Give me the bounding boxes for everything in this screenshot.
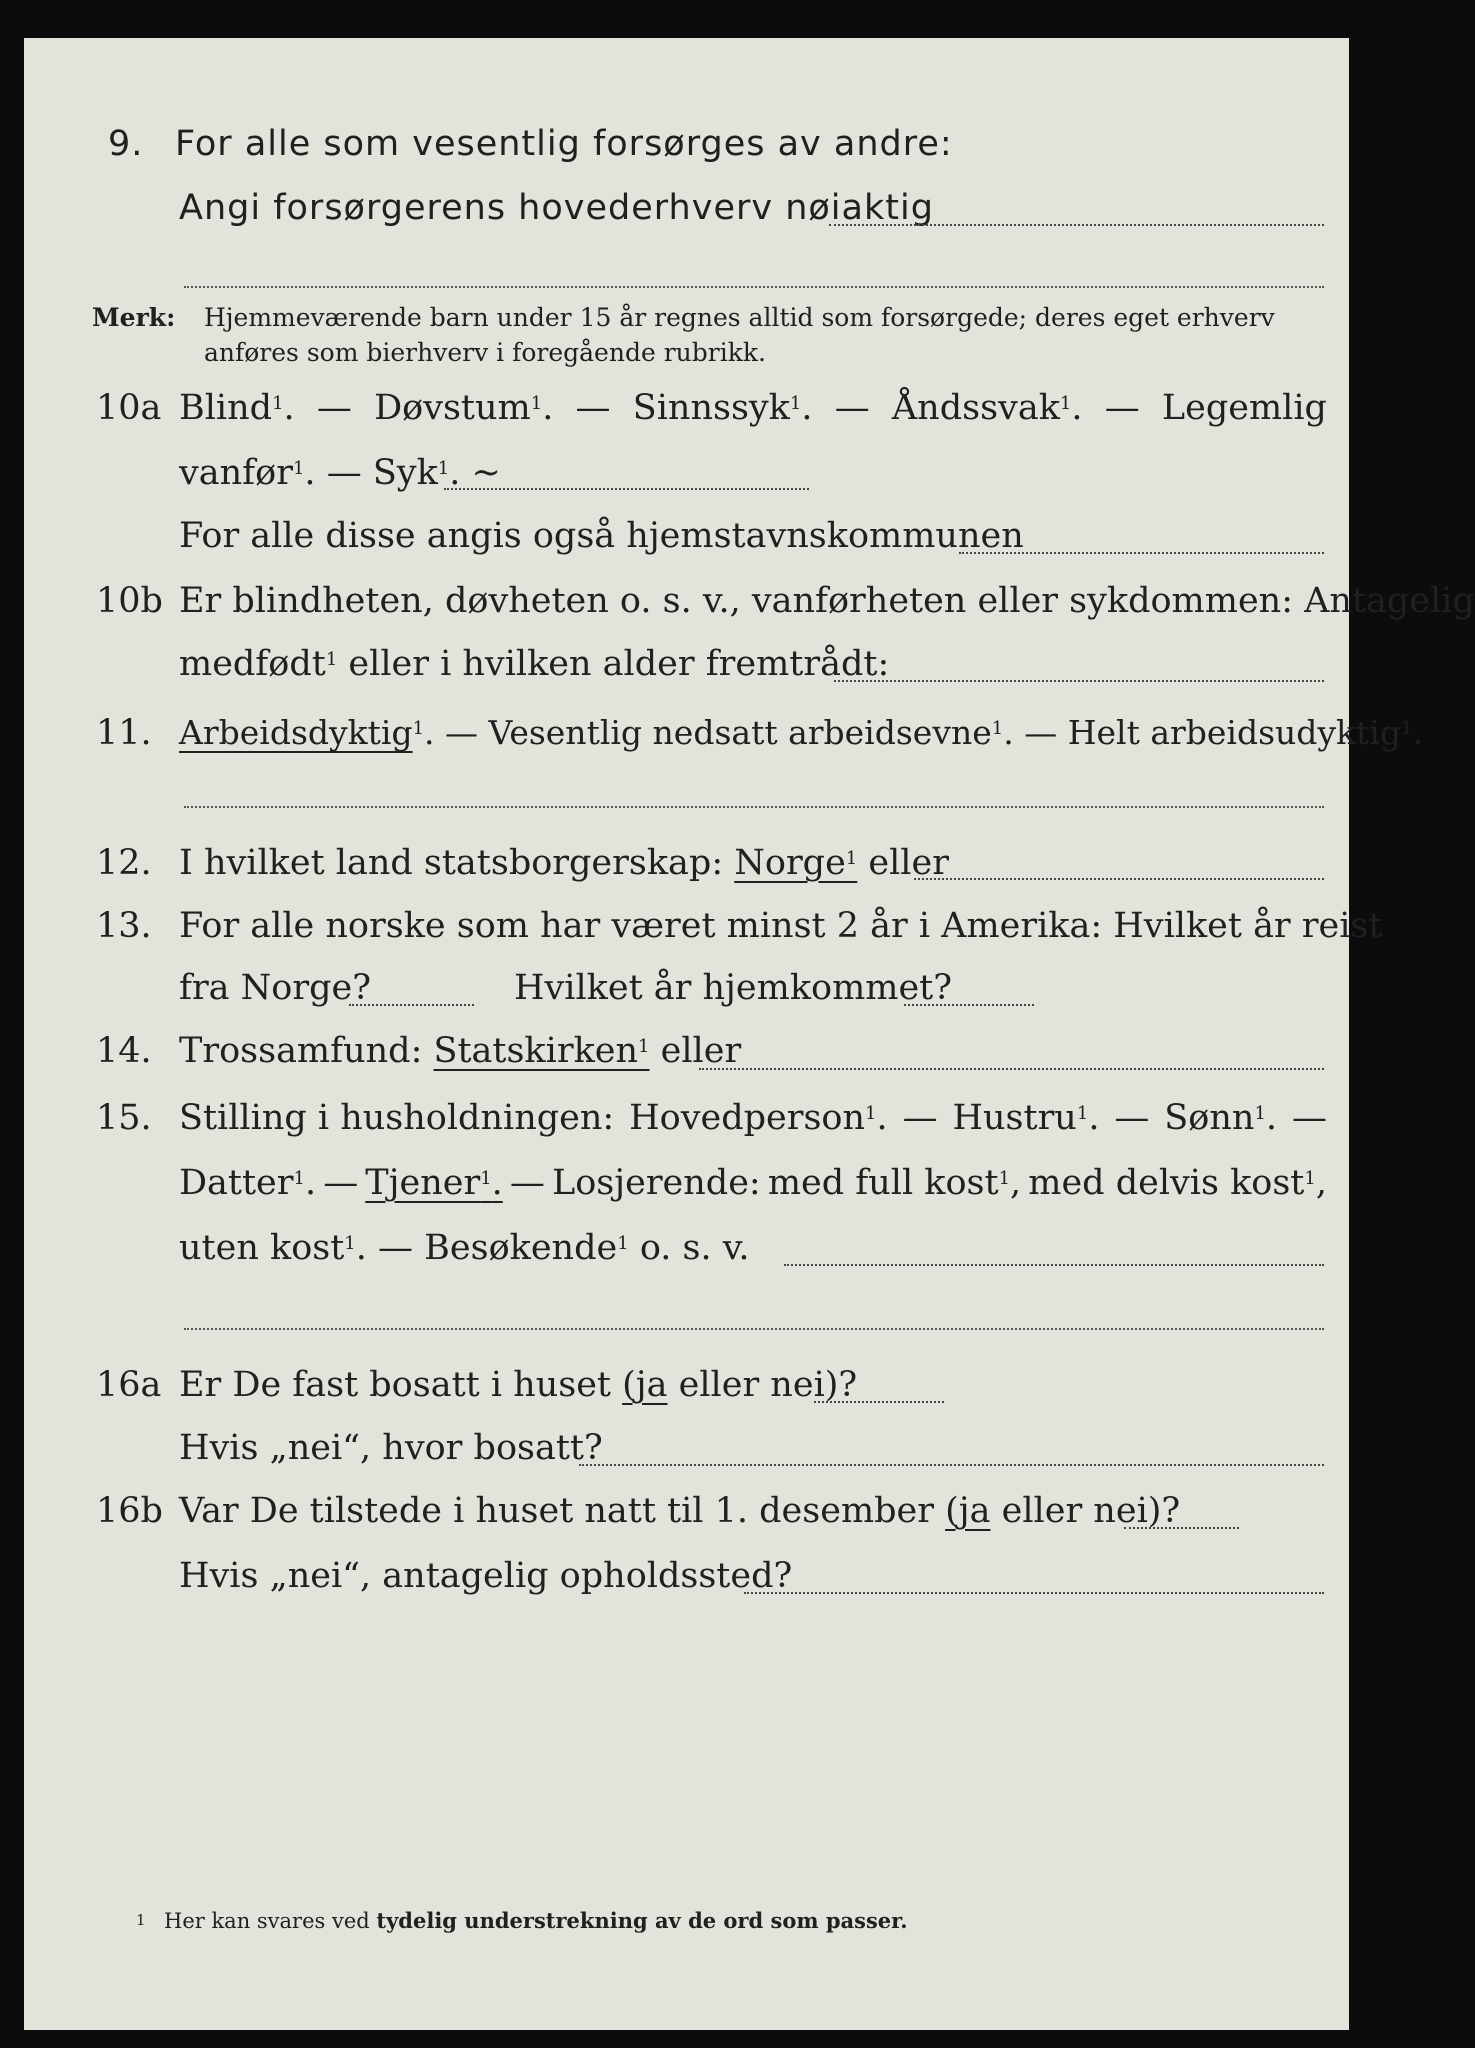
q16a-bosatt-field[interactable] [579, 1464, 1324, 1466]
q11-options: Arbeidsdyktig$^1$. — Vesentlig nedsatt arbeidsevne$^1$. — Helt arbeidsudyktig$^1$. [179, 713, 1423, 752]
q15-answer-line[interactable] [184, 1328, 1324, 1330]
q9-answer-field[interactable] [829, 224, 1324, 226]
q10b-number: 10b [96, 581, 163, 621]
opt-blind[interactable]: Blind$^1$. [179, 388, 295, 428]
q10a-syk-field[interactable] [444, 488, 809, 490]
opt-hovedperson[interactable]: Hovedperson$^1$. [629, 1098, 888, 1138]
census-form-page [24, 38, 1475, 2030]
opt-tjener[interactable]: Tjener$^1$. [365, 1163, 503, 1203]
q16b-field[interactable] [1124, 1527, 1239, 1529]
q10a-hjemstavn-field[interactable] [959, 552, 1324, 554]
opt-hustru[interactable]: Hustru$^1$. [952, 1098, 1100, 1138]
opt-vesentlig-nedsatt[interactable]: Vesentlig nedsatt arbeidsevne$^1$. [488, 713, 1014, 752]
q11-answer-line[interactable] [184, 806, 1324, 808]
q13-hjemkommet-field[interactable] [904, 1004, 1034, 1006]
q10a-number: 10a [96, 388, 162, 428]
q16a-number: 16a [96, 1365, 162, 1405]
merk-line1: Hjemmeværende barn under 15 år regnes alltid som forsørgede; deres eget erhverv [204, 303, 1275, 332]
q16b-line2: Hvis „nei“, antagelig opholdssted? [179, 1556, 793, 1596]
q14-number: 14. [96, 1031, 152, 1071]
q10a-line2: vanfør$^1$. — Syk$^1$. ~ [179, 453, 501, 493]
q12-line: I hvilket land statsborgerskap: Norge$^1$ eller [179, 843, 949, 883]
q15-field[interactable] [784, 1264, 1324, 1266]
q10b-line1: Er blindheten, døvheten o. s. v., vanførheten eller sykdommen: Antagelig [179, 581, 1475, 621]
q15-line2: Datter$^1$. — Tjener$^1$. — Losjerende: med full kost$^1$, med delvis kost$^1$, [179, 1163, 1327, 1203]
opt-sonn[interactable]: Sønn$^1$. [1164, 1098, 1278, 1138]
q9-question: For alle som vesentlig forsørges av andre: [175, 124, 953, 164]
opt-ja-16b[interactable]: (ja [945, 1491, 991, 1531]
opt-medfodt[interactable]: medfødt$^1$ [179, 644, 338, 684]
q13-hjemkommet: Hvilket år hjemkommet? [514, 968, 953, 1008]
dash: — [1104, 388, 1140, 428]
q10a-options-row [179, 388, 1327, 428]
q10b-field[interactable] [834, 680, 1324, 682]
syk-handwritten-answer: ~ [471, 453, 501, 493]
q12-number: 12. [96, 843, 152, 883]
q13-reist: fra Norge? [179, 968, 371, 1008]
q16b-line1: Var De tilstede i huset natt til 1. desember (ja eller nei)? [179, 1491, 1181, 1531]
opt-statskirken[interactable]: Statskirken$^1$ [433, 1031, 650, 1071]
footnote-text: Her kan svares ved tydelig understrekning av de ord som passer. [164, 1908, 908, 1933]
opt-norge[interactable]: Norge$^1$ [734, 843, 858, 883]
opt-sinnssyk[interactable]: Sinnssyk$^1$. [632, 388, 813, 428]
q11-number: 11. [96, 713, 152, 753]
q13-line1: For alle norske som har været minst 2 år i Amerika: Hvilket år reist [179, 906, 1383, 946]
q15-number: 15. [96, 1098, 152, 1138]
q15-line1: Stilling i husholdningen: Hovedperson$^1$. — Hustru$^1$. — Sønn$^1$. — [179, 1098, 1327, 1138]
q13-reist-field[interactable] [349, 1004, 474, 1006]
opt-uten-kost[interactable]: uten kost$^1$. [179, 1228, 367, 1268]
opt-full-kost[interactable]: med full kost$^1$, [767, 1163, 1022, 1203]
merk-line2: anføres som bierhverv i foregående rubrikk. [204, 338, 766, 367]
dash: — [575, 388, 611, 428]
opt-ja-16a[interactable]: (ja [622, 1365, 668, 1405]
q10a-hjemstavn: For alle disse angis også hjemstavnskommunen [179, 516, 1024, 556]
opt-vanfor[interactable]: vanfør$^1$. [179, 453, 316, 493]
opt-andssvak[interactable]: Åndssvak$^1$. [891, 388, 1083, 428]
footnote-mark: 1 [136, 1911, 146, 1929]
dash: — [316, 388, 352, 428]
q9-prompt: Angi forsørgerens hovederhverv nøiaktig [179, 188, 934, 228]
q13-number: 13. [96, 906, 152, 946]
q14-field[interactable] [699, 1068, 1324, 1070]
opt-helt-arbeidsudyktig[interactable]: Helt arbeidsudyktig$^1$. [1067, 713, 1423, 752]
merk-label: Merk: [92, 303, 176, 332]
opt-syk[interactable]: Syk$^1$. [372, 453, 461, 493]
q16b-opholdssted-field[interactable] [744, 1592, 1324, 1594]
q16a-line2: Hvis „nei“, hvor bosatt? [179, 1428, 603, 1468]
q9-answer-line[interactable] [184, 286, 1324, 288]
q10b-line2: medfødt$^1$ eller i hvilken alder fremtrådt: [179, 644, 890, 684]
q14-line: Trossamfund: Statskirken$^1$ eller [179, 1031, 742, 1071]
opt-arbeidsdyktig[interactable]: Arbeidsdyktig [179, 713, 413, 752]
q16a-line1: Er De fast bosatt i huset (ja eller nei)? [179, 1365, 858, 1405]
opt-dovstum[interactable]: Døvstum$^1$. [374, 388, 554, 428]
opt-datter[interactable]: Datter$^1$. [179, 1163, 317, 1203]
opt-legemlig[interactable]: Legemlig [1161, 388, 1327, 428]
q16b-number: 16b [96, 1491, 163, 1531]
q9-number: 9. [108, 124, 144, 164]
dash: — [834, 388, 870, 428]
q15-line3: uten kost$^1$. — Besøkende$^1$ o. s. v. [179, 1228, 750, 1268]
q16a-field[interactable] [814, 1401, 944, 1403]
q12-field[interactable] [914, 878, 1324, 880]
opt-besokende[interactable]: Besøkende$^1$ [424, 1228, 629, 1268]
opt-delvis-kost[interactable]: med delvis kost$^1$, [1028, 1163, 1327, 1203]
